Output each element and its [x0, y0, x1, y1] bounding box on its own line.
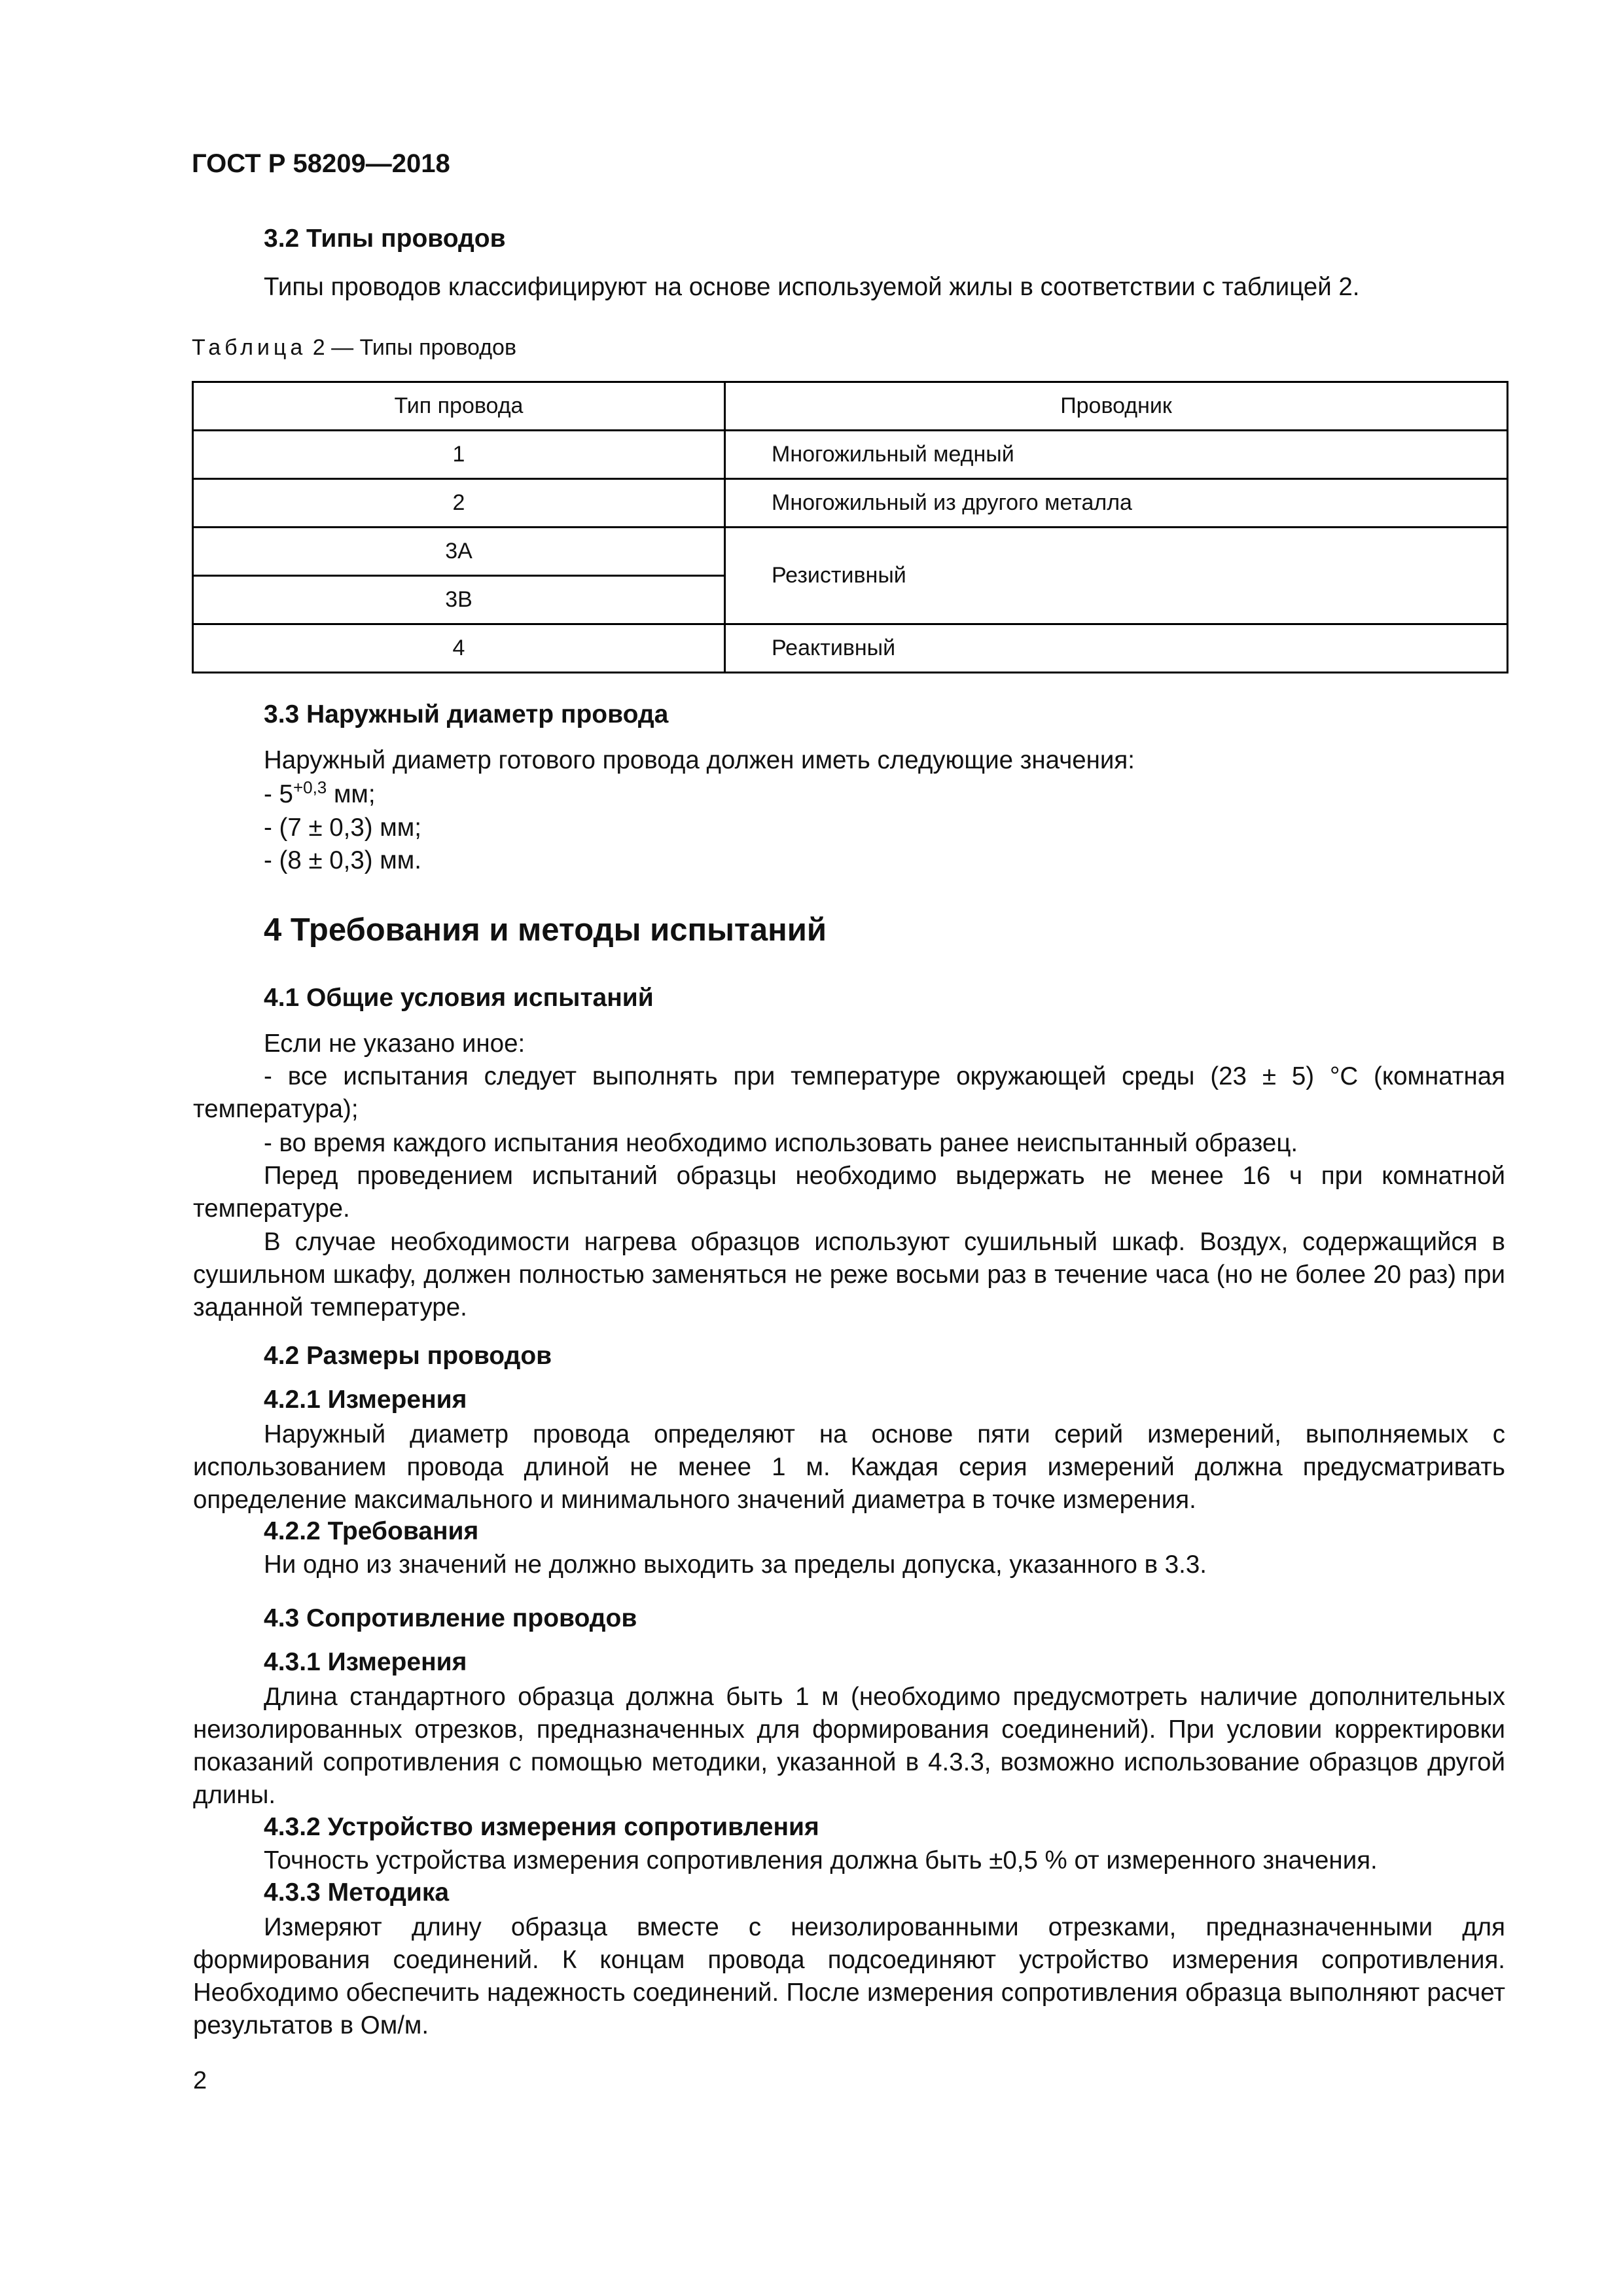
diameter-item-3: - (8 ± 0,3) мм.: [264, 846, 421, 874]
section-4-1-p5: В случае необходимости нагрева образцов используют сушильный шкаф. Воздух, содержащийся в сушильном шкафу, должен полностью заменяться не реже восьми раз в течение часа (но не более 20 раз) при заданной температуре.: [193, 1228, 1505, 1321]
table-header-conductor: Проводник: [725, 382, 1508, 431]
section-4-3-2-text: Точность устройства измерения сопротивления должна быть ±0,5 % от измеренного значения.: [264, 1846, 1378, 1874]
document-header: ГОСТ Р 58209—2018: [192, 149, 450, 178]
section-3-3-intro: Наружный диаметр готового провода должен иметь следующие значения:: [264, 746, 1135, 774]
section-3-2-text: Типы проводов классифицируют на основе используемой жилы в соответствии с таблицей 2.: [264, 273, 1360, 301]
table-header-row: [193, 382, 1508, 431]
wire-types-table: [192, 381, 1508, 673]
table-cell-type: 1: [193, 431, 725, 479]
section-4-3-1-text: Длина стандартного образца должна быть 1 м (необходимо предусмотреть наличие дополнительных неизолированных отрезков, предназначенных для формирования соединений). При условии корректировки показаний сопротивления с помощью методики, указанной в 4.3.3, возможно использование образцов другой длины.: [193, 1683, 1505, 1809]
diameter-item-1-base: - 5: [264, 780, 293, 808]
section-4-3-3-text: Измеряют длину образца вместе с неизолированными отрезками, предназначенными для формирования соединений. К концам провода подсоединяют устройство измерения сопротивления. Необходимо обеспечить надежность соединений. После измерения сопротивления образца выполняют расчет результатов в Ом/м.: [193, 1913, 1505, 2039]
section-4-2-2-text: Ни одно из значений не должно выходить за пределы допуска, указанного в 3.3.: [264, 1551, 1207, 1579]
section-4-3-1-title: 4.3.1 Измерения: [264, 1648, 467, 1676]
table-cell-conductor: Реактивный: [725, 624, 1508, 673]
section-3-3-title: 3.3 Наружный диаметр провода: [264, 700, 669, 728]
table-2-caption: [192, 335, 516, 361]
section-3-2-title: 3.2 Типы проводов: [264, 224, 506, 253]
chapter-4-title: 4 Требования и методы испытаний: [264, 912, 827, 948]
section-4-2-title: 4.2 Размеры проводов: [264, 1342, 552, 1370]
section-4-3-3-title: 4.3.3 Методика: [264, 1878, 450, 1907]
diameter-item-1: [264, 778, 376, 811]
table-cell-type: 4: [193, 624, 725, 673]
section-4-1-title: 4.1 Общие условия испытаний: [264, 984, 654, 1012]
table-cell-type: 2: [193, 479, 725, 528]
section-4-1-p4: Перед проведением испытаний образцы необходимо выдержать не менее 16 ч при комнатной температуре.: [193, 1162, 1505, 1223]
section-4-2-1-text: Наружный диаметр провода определяют на основе пяти серий измерений, выполняемых с использованием провода длиной не менее 1 м. Каждая серия измерений должна предусматривать определение максимального и минимального значений диаметра в точке измерения.: [193, 1420, 1505, 1514]
section-4-1-p1: Если не указано иное:: [264, 1030, 526, 1058]
diameter-item-1-tolerance: +0,3: [293, 778, 327, 797]
table-header-type: Тип провода: [193, 382, 725, 431]
table-caption-title: 2 — Типы проводов: [306, 335, 517, 360]
section-4-1-p2: - все испытания следует выполнять при температуре окружающей среды (23 ± 5) °С (комнатная температура);: [193, 1062, 1505, 1123]
section-4-3-2-title: 4.3.2 Устройство измерения сопротивления: [264, 1813, 819, 1841]
diameter-item-1-unit: мм;: [327, 780, 376, 808]
table-cell-type: 3А: [193, 528, 725, 576]
table-cell-conductor: Многожильный медный: [725, 431, 1508, 479]
table-cell-conductor: Резистивный: [725, 528, 1508, 624]
table-caption-label: Таблица: [192, 335, 307, 360]
table-cell-type: 3В: [193, 576, 725, 624]
table-row: [193, 479, 1508, 528]
table-cell-conductor: Многожильный из другого металла: [725, 479, 1508, 528]
table-row: [193, 624, 1508, 673]
section-4-1-p3: - во время каждого испытания необходимо использовать ранее неиспытанный образец.: [264, 1129, 1298, 1157]
section-4-2-2-title: 4.2.2 Требования: [264, 1517, 479, 1545]
diameter-item-2: - (7 ± 0,3) мм;: [264, 814, 421, 842]
page-number: 2: [193, 2067, 207, 2094]
table-row: [193, 431, 1508, 479]
table-row: [193, 528, 1508, 576]
section-4-3-title: 4.3 Сопротивление проводов: [264, 1604, 637, 1632]
section-4-2-1-title: 4.2.1 Измерения: [264, 1386, 467, 1414]
